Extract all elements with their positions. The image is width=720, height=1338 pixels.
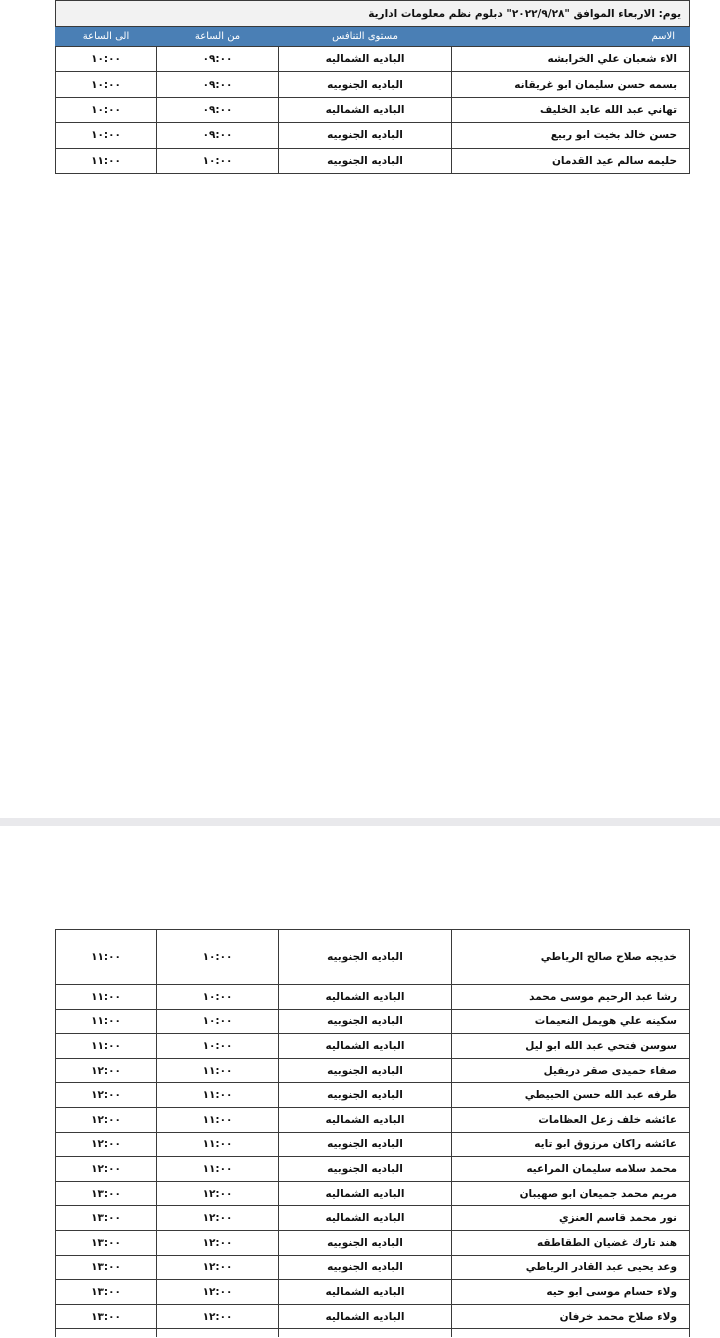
table-row — [56, 148, 690, 173]
to-time-cell: ١٠:٠٠ — [56, 97, 157, 122]
from-time-cell: ١٠:٠٠ — [157, 1009, 279, 1034]
to-time-cell: ١٣:٠٠ — [56, 1304, 157, 1329]
from-time-cell: ٠٩:٠٠ — [157, 72, 279, 97]
from-time-cell: ١٠:٠٠ — [157, 985, 279, 1010]
level-cell: الباديه الشماليه — [279, 985, 452, 1010]
table-row — [56, 1107, 690, 1132]
schedule-table-page-1 — [55, 0, 690, 174]
from-time-cell: ٠٩:٠٠ — [157, 47, 279, 72]
table-row — [56, 1280, 690, 1305]
empty-cell — [56, 1329, 157, 1337]
name-cell: خديجه صلاح صالح الرياطي — [452, 930, 690, 985]
to-time-cell: ١٢:٠٠ — [56, 1058, 157, 1083]
empty-cell — [452, 1329, 690, 1337]
name-cell: طرفه عبد الله حسن الحبيطي — [452, 1083, 690, 1108]
level-cell: الباديه الجنوبيه — [279, 72, 452, 97]
to-time-cell: ١٢:٠٠ — [56, 1083, 157, 1108]
level-cell: الباديه الجنوبيه — [279, 1255, 452, 1280]
from-time-cell: ١٢:٠٠ — [157, 1230, 279, 1255]
name-cell: سوسن فتحي عبد الله ابو ليل — [452, 1034, 690, 1059]
from-time-cell: ١١:٠٠ — [157, 1132, 279, 1157]
level-cell: الباديه الشماليه — [279, 1304, 452, 1329]
name-cell: رشا عبد الرحيم موسى محمد — [452, 985, 690, 1010]
from-time-cell: ١٠:٠٠ — [157, 148, 279, 173]
level-cell: الباديه الجنوبيه — [279, 148, 452, 173]
from-time-cell: ١٠:٠٠ — [157, 1034, 279, 1059]
to-time-cell: ١٣:٠٠ — [56, 1181, 157, 1206]
from-time-cell: ١٢:٠٠ — [157, 1255, 279, 1280]
name-cell: الاء شعبان علي الخرابشه — [452, 47, 690, 72]
level-cell: الباديه الشماليه — [279, 1181, 452, 1206]
to-time-cell: ١٠:٠٠ — [56, 47, 157, 72]
name-cell: نور محمد قاسم العنزي — [452, 1206, 690, 1231]
level-cell: الباديه الجنوبيه — [279, 1230, 452, 1255]
name-cell: سكينه علي هويمل النعيمات — [452, 1009, 690, 1034]
table-row — [56, 1058, 690, 1083]
name-cell: وعد يحيى عبد القادر الرياطي — [452, 1255, 690, 1280]
to-time-cell: ١١:٠٠ — [56, 1034, 157, 1059]
name-cell: ولاء حسام موسى ابو حيه — [452, 1280, 690, 1305]
from-time-cell: ١٢:٠٠ — [157, 1181, 279, 1206]
level-cell: الباديه الجنوبيه — [279, 1058, 452, 1083]
header-from: من الساعة — [157, 27, 279, 47]
table-row — [56, 97, 690, 122]
empty-cell — [157, 1329, 279, 1337]
from-time-cell: ١٢:٠٠ — [157, 1206, 279, 1231]
name-cell: بسمه حسن سليمان ابو غريقانه — [452, 72, 690, 97]
from-time-cell: ١٢:٠٠ — [157, 1280, 279, 1305]
table-row — [56, 1157, 690, 1182]
from-time-cell: ٠٩:٠٠ — [157, 97, 279, 122]
to-time-cell: ١٣:٠٠ — [56, 1230, 157, 1255]
to-time-cell: ١٢:٠٠ — [56, 1132, 157, 1157]
schedule-table-page-2 — [55, 929, 690, 1337]
table-row — [56, 985, 690, 1010]
to-time-cell: ١٢:٠٠ — [56, 1107, 157, 1132]
level-cell: الباديه الشماليه — [279, 97, 452, 122]
name-cell: محمد سلامه سليمان المراعيه — [452, 1157, 690, 1182]
table-title: يوم: الاربعاء الموافق "٢٠٢٢/٩/٢٨" دبلوم نظم معلومات ادارية — [56, 1, 690, 27]
table-row — [56, 930, 690, 985]
level-cell: الباديه الجنوبيه — [279, 1132, 452, 1157]
to-time-cell: ١١:٠٠ — [56, 930, 157, 985]
level-cell: الباديه الشماليه — [279, 1034, 452, 1059]
from-time-cell: ١١:٠٠ — [157, 1058, 279, 1083]
to-time-cell: ١٢:٠٠ — [56, 1157, 157, 1182]
to-time-cell: ١٣:٠٠ — [56, 1206, 157, 1231]
level-cell: الباديه الشماليه — [279, 1107, 452, 1132]
table-title-row — [56, 1, 690, 27]
to-time-cell: ١١:٠٠ — [56, 148, 157, 173]
level-cell: الباديه الجنوبيه — [279, 123, 452, 148]
level-cell: الباديه الجنوبيه — [279, 930, 452, 985]
table-row — [56, 1181, 690, 1206]
level-cell: الباديه الشماليه — [279, 1206, 452, 1231]
level-cell: الباديه الجنوبيه — [279, 1157, 452, 1182]
header-name: الاسم — [452, 27, 690, 47]
table-row — [56, 1034, 690, 1059]
from-time-cell: ١١:٠٠ — [157, 1083, 279, 1108]
name-cell: تهاني عبد الله عايد الخليف — [452, 97, 690, 122]
header-to: الى الساعة — [56, 27, 157, 47]
table-row — [56, 47, 690, 72]
table-row — [56, 123, 690, 148]
header-level: مستوى التنافس — [279, 27, 452, 47]
from-time-cell: ١٢:٠٠ — [157, 1304, 279, 1329]
to-time-cell: ١٣:٠٠ — [56, 1255, 157, 1280]
to-time-cell: ١٣:٠٠ — [56, 1280, 157, 1305]
from-time-cell: ٠٩:٠٠ — [157, 123, 279, 148]
from-time-cell: ١١:٠٠ — [157, 1157, 279, 1182]
name-cell: هند تارك غضيان الطقاطقه — [452, 1230, 690, 1255]
to-time-cell: ١١:٠٠ — [56, 985, 157, 1010]
name-cell: حسن خالد بخيت ابو ربيع — [452, 123, 690, 148]
table-row-cut-off — [56, 1329, 690, 1337]
name-cell: عائشه راكان مرزوق ابو تايه — [452, 1132, 690, 1157]
name-cell: ولاء صلاح محمد خرفان — [452, 1304, 690, 1329]
table-row — [56, 1083, 690, 1108]
level-cell: الباديه الجنوبيه — [279, 1083, 452, 1108]
to-time-cell: ١٠:٠٠ — [56, 123, 157, 148]
page-separator — [0, 818, 720, 826]
name-cell: مريم محمد جميعان ابو صهيبان — [452, 1181, 690, 1206]
level-cell: الباديه الشماليه — [279, 47, 452, 72]
empty-cell — [279, 1329, 452, 1337]
table-row — [56, 1230, 690, 1255]
table-row — [56, 1206, 690, 1231]
to-time-cell: ١٠:٠٠ — [56, 72, 157, 97]
table-row — [56, 1304, 690, 1329]
table-row — [56, 1009, 690, 1034]
name-cell: عائشه خلف زعل العظامات — [452, 1107, 690, 1132]
from-time-cell: ١٠:٠٠ — [157, 930, 279, 985]
from-time-cell: ١١:٠٠ — [157, 1107, 279, 1132]
table-header-row — [56, 27, 690, 47]
name-cell: حليمه سالم عيد القدمان — [452, 148, 690, 173]
level-cell: الباديه الشماليه — [279, 1280, 452, 1305]
name-cell: صفاء حميدى صقر دريفيل — [452, 1058, 690, 1083]
table-row — [56, 1255, 690, 1280]
table-row — [56, 1132, 690, 1157]
table-row — [56, 72, 690, 97]
to-time-cell: ١١:٠٠ — [56, 1009, 157, 1034]
level-cell: الباديه الجنوبيه — [279, 1009, 452, 1034]
document-page-2 — [0, 826, 720, 1338]
